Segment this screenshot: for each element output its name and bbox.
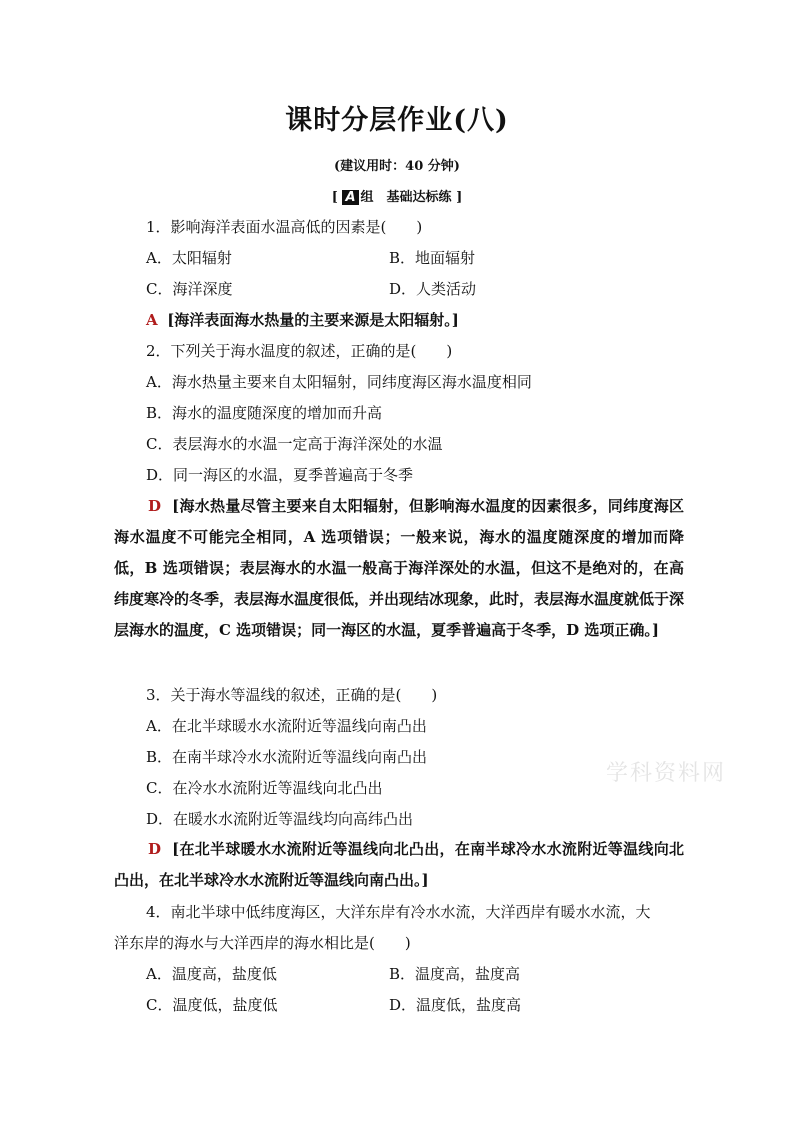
group-label: 组 基础达标练 xyxy=(360,190,452,205)
q2-option-a: A．海水热量主要来自太阳辐射，同纬度海区海水温度相同 xyxy=(146,373,532,391)
q2-stem: 2．下列关于海水温度的叙述，正确的是( ) xyxy=(146,342,453,360)
q1-answer: A xyxy=(146,311,158,329)
q3-option-c: C．在冷水水流附近等温线向北凸出 xyxy=(146,779,383,797)
q2-option-b: B．海水的温度随深度的增加而升高 xyxy=(146,404,383,422)
q1-option-a: A．太阳辐射 xyxy=(146,249,232,267)
q1-explanation: [海洋表面海水热量的主要来源是太阳辐射。] xyxy=(167,311,459,329)
q3-explanation: [在北半球暖水水流附近等温线向北凸出，在南半球冷水水流附近等温线向北凸出，在北半球冷水水流附近等温线向南凸出。] xyxy=(114,840,684,889)
q1-option-c: C．海洋深度 xyxy=(146,280,233,298)
group-badge: A xyxy=(342,190,358,205)
q1-option-d: D．人类活动 xyxy=(389,280,477,298)
q4-stem-line-1: 4．南北半球中低纬度海区，大洋东岸有冷水水流，大洋西岸有暖水水流，大 xyxy=(146,903,651,921)
q4-option-b: B．温度高，盐度高 xyxy=(389,965,521,983)
q3-option-a: A．在北半球暖水水流附近等温线向南凸出 xyxy=(146,717,427,735)
q2-answer: D xyxy=(148,497,162,515)
q3-option-d: D．在暖水水流附近等温线均向高纬凸出 xyxy=(146,810,414,828)
suggested-time: (建议用时：40 分钟) xyxy=(334,159,460,174)
q1-stem: 1．影响海洋表面水温高低的因素是( ) xyxy=(146,218,423,236)
q2-option-c: C．表层海水的水温一定高于海洋深处的水温 xyxy=(146,435,443,453)
q3-option-b: B．在南半球冷水水流附近等温线向南凸出 xyxy=(146,748,428,766)
q4-option-d: D．温度低，盐度高 xyxy=(389,996,522,1014)
q4-stem-line-2: 洋东岸的海水与大洋西岸的海水相比是( ) xyxy=(114,934,411,952)
q4-option-a: A．温度高，盐度低 xyxy=(146,965,277,983)
q3-answer: D xyxy=(148,840,162,858)
q3-answer-block xyxy=(114,834,684,896)
q2-explanation: [海水热量尽管主要来自太阳辐射，但影响海水温度的因素很多，同纬度海区海水温度不可能完全相同，A 选项错误；一般来说，海水的温度随深度的增加而降低，B 选项错误；表层海水的水温一般高于海洋深处的水温，但这不是绝对的，在高纬度寒冷的冬季，表层海水温度很低，并出现结冰现象，此时，表层海水温度就低于深层海水的温度，C 选项错误；同一海区的水温，夏季普遍高于冬季，D 选项正确。] xyxy=(114,497,685,639)
bracket-open: [ xyxy=(331,190,338,205)
watermark: 学科资料网 xyxy=(606,761,727,786)
q2-answer-block xyxy=(114,491,684,646)
q4-option-c: C．温度低，盐度低 xyxy=(146,996,278,1014)
q3-stem: 3．关于海水等温线的叙述，正确的是( ) xyxy=(146,686,438,704)
q1-answer-line xyxy=(146,309,459,331)
group-header xyxy=(0,186,794,205)
q2-option-d: D．同一海区的水温，夏季普遍高于冬季 xyxy=(146,466,414,484)
page-title: 课时分层作业(八) xyxy=(285,105,509,136)
q1-option-b: B．地面辐射 xyxy=(389,249,476,267)
bracket-close: ] xyxy=(456,190,463,205)
